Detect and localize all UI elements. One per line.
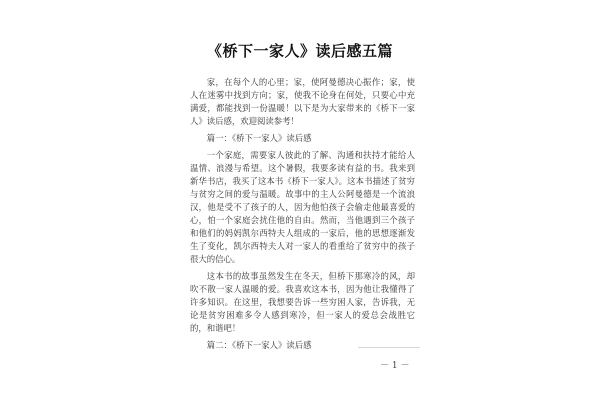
intro-paragraph: 家，在每个人的心里；家，使阿曼德决心振作；家，使人在迷雾中找到方向；家，使我不论身在何处，只要心中充满爱，都能找到一份温暖！以下是为大家带来的《桥下一家人》读后感，欢迎阅读参考！	[190, 77, 415, 126]
page-number: － 1 －	[380, 361, 410, 371]
document-title: 《桥下一家人》读后感五篇	[206, 42, 393, 60]
section-heading-1: 篇一：《桥下一家人》读后感	[206, 133, 312, 143]
section-1-paragraph-2: 这本书的故事虽然发生在冬天，但桥下那寒冷的风，却吹不散一家人温暖的爱。我喜欢这本书，因为他让我懂得了许多知识。在这里，我想要告诉一些穷困人家，告诉我，无论是贫穷困难多令人感到寒冷，但一家人的爱总会战胜它的，和谐吧！	[190, 271, 415, 333]
document-body	[190, 76, 415, 356]
section-heading-2: 篇二：《桥下一家人》读后感	[206, 340, 312, 350]
footer-divider	[358, 347, 420, 348]
section-1-paragraph-1: 一个家庭，需要家人彼此的了解、沟通和扶持才能给人温情、浪漫与希望。这个暑假，我要多读有益的书。我来到新华书店，我买了这本书《桥下一家人》。这本书描述了贫穷与贫穷之间的爱与温暖。故事中的主人公阿曼德是一个流浪汉，他是受不了孩子的人，因为他怕孩子会偷走他最喜爱的心，怕一个家庭会扰住他的自由。然而，当他遇到三个孩子和他们的妈妈凯尔西特夫人组成的一家后，他的思想逐渐发生了变化，凯尔西特夫人对一家人的看重给了贫穷中的孩子很大的信心。	[190, 150, 415, 264]
